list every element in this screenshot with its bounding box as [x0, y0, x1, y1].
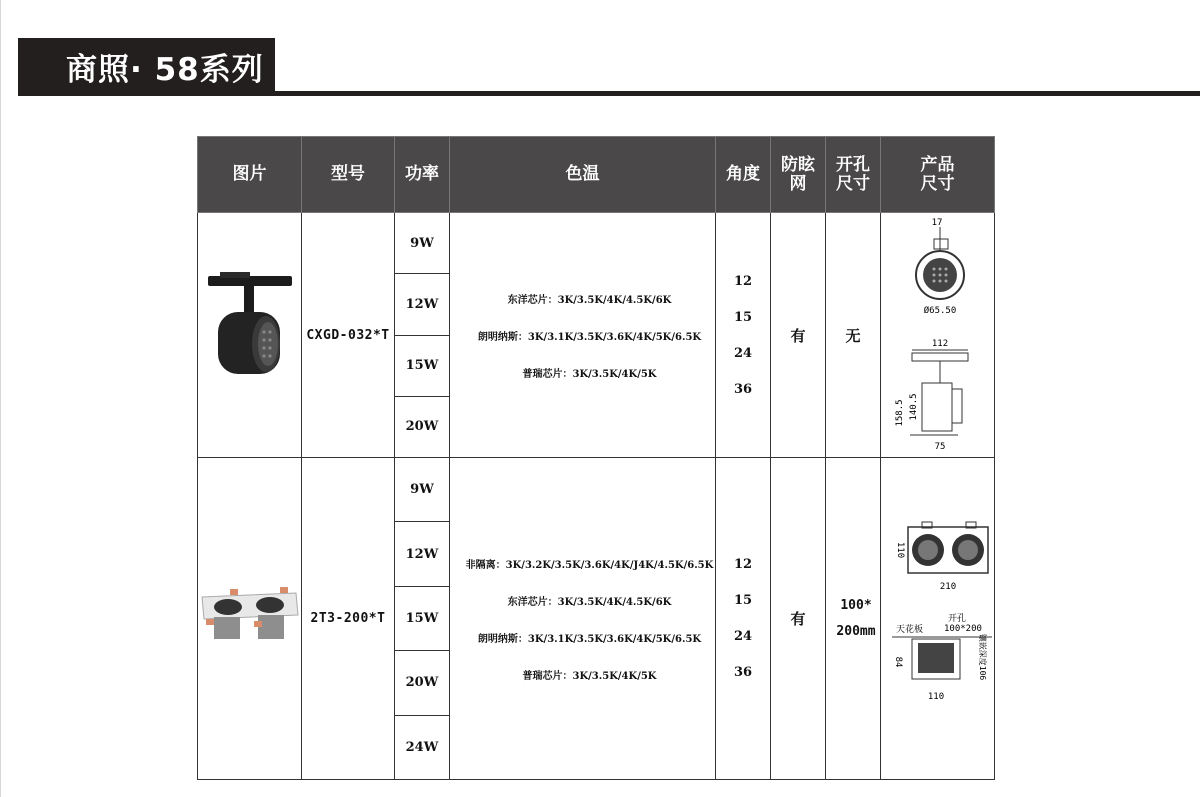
header-anti-glare-l2: 网	[789, 173, 807, 194]
color-temp-cell	[450, 213, 716, 458]
dim-side-width: 110	[927, 691, 944, 702]
header-cutout-l2: 尺寸	[836, 173, 870, 194]
color-temp-line: 非隔离：3K/3.2K/3.5K/3.6K/4K/J4K/4.5K/6.5K	[465, 559, 714, 571]
angle-value: 15	[733, 309, 753, 325]
color-temp-line: 朗明纳斯：3K/3.1K/3.5K/3.6K/4K/5K/6.5K	[477, 633, 702, 645]
angle-value: 24	[733, 345, 753, 361]
power-option: 24W	[395, 715, 449, 779]
anti-glare-cell: 有	[771, 213, 826, 458]
dim-base: 75	[934, 442, 945, 452]
power-option: 9W	[410, 482, 434, 498]
dim-diameter: Ø65.50	[923, 306, 956, 316]
dim-ceiling-label: 天花板	[895, 624, 923, 635]
product-image-cell	[198, 213, 302, 458]
dim-width: 210	[939, 581, 956, 592]
table-row	[198, 213, 995, 458]
header-size-l2: 尺寸	[920, 173, 955, 194]
power-cell	[395, 213, 450, 458]
cutout-line: 200mm	[836, 623, 876, 639]
header-model: 型号	[302, 137, 395, 213]
angle-value: 12	[733, 273, 753, 289]
spec-table	[197, 136, 995, 780]
header-size-l1: 产品	[920, 154, 955, 175]
angle-value: 36	[733, 665, 753, 680]
table-header	[198, 137, 995, 213]
header-angle: 角度	[716, 137, 771, 213]
dim-h2: 140.5	[908, 393, 919, 421]
angle-value: 24	[733, 629, 753, 644]
dim-width: 112	[931, 339, 948, 349]
product-image-cell	[198, 458, 302, 780]
power-option: 12W	[395, 273, 449, 334]
color-temp-line: 普瑞芯片：3K/3.5K/4K/5K	[522, 368, 657, 380]
page-border	[0, 0, 1, 797]
cutout-line: 100*	[840, 597, 872, 613]
color-temp-line: 朗明纳斯：3K/3.1K/3.5K/3.6K/4K/5K/6.5K	[477, 331, 702, 343]
color-temp-line: 东洋芯片：3K/3.5K/4K/4.5K/6K	[507, 596, 672, 608]
page-title: 商照· 58系列	[18, 38, 275, 94]
dim-side-height: 84	[892, 656, 903, 667]
header-cutout	[826, 137, 881, 213]
color-temp-cell	[450, 458, 716, 780]
table-row	[198, 458, 995, 780]
track-spotlight-image	[200, 268, 300, 398]
power-option: 15W	[395, 335, 449, 396]
header-anti-glare-l1: 防眩	[781, 154, 815, 175]
anti-glare-cell: 有	[771, 458, 826, 780]
header-anti-glare	[771, 137, 826, 213]
angle-cell	[716, 458, 771, 780]
dim-depth-label: 镶嵌深度106	[977, 633, 987, 680]
model-cell: 2T3-200*T	[302, 458, 395, 780]
color-temp-line: 东洋芯片：3K/3.5K/4K/4.5K/6K	[507, 294, 672, 306]
product-size-cell	[881, 458, 995, 780]
angle-value: 15	[733, 593, 753, 608]
header-color-temp: 色温	[450, 137, 716, 213]
angle-value: 36	[733, 381, 753, 397]
angle-value: 12	[733, 557, 753, 572]
dim-h1: 158.5	[894, 399, 905, 427]
power-option: 20W	[395, 650, 449, 714]
double-downlight-image	[200, 577, 300, 657]
header-product-size	[881, 137, 995, 213]
header-cutout-l1: 开孔	[836, 154, 870, 175]
dim-height: 110	[894, 541, 905, 558]
power-option: 9W	[410, 235, 434, 251]
header-power: 功率	[395, 137, 450, 213]
dim-cut-label: 开孔	[947, 613, 966, 624]
dimension-drawing	[882, 213, 994, 453]
color-temp-line: 普瑞芯片：3K/3.5K/4K/5K	[522, 670, 657, 682]
cutout-cell: 无	[826, 213, 881, 458]
angle-cell	[716, 213, 771, 458]
dimension-drawing	[882, 517, 994, 717]
dim-cut-value: 100*200	[943, 623, 982, 634]
cutout-cell	[826, 458, 881, 780]
product-size-cell	[881, 213, 995, 458]
power-option: 12W	[395, 521, 449, 585]
power-cell	[395, 458, 450, 780]
title-underline	[18, 91, 1200, 96]
power-option: 20W	[395, 396, 449, 457]
dim-top: 17	[931, 218, 942, 228]
power-option: 15W	[395, 586, 449, 650]
header-image: 图片	[198, 137, 302, 213]
model-cell: CXGD-032*T	[302, 213, 395, 458]
